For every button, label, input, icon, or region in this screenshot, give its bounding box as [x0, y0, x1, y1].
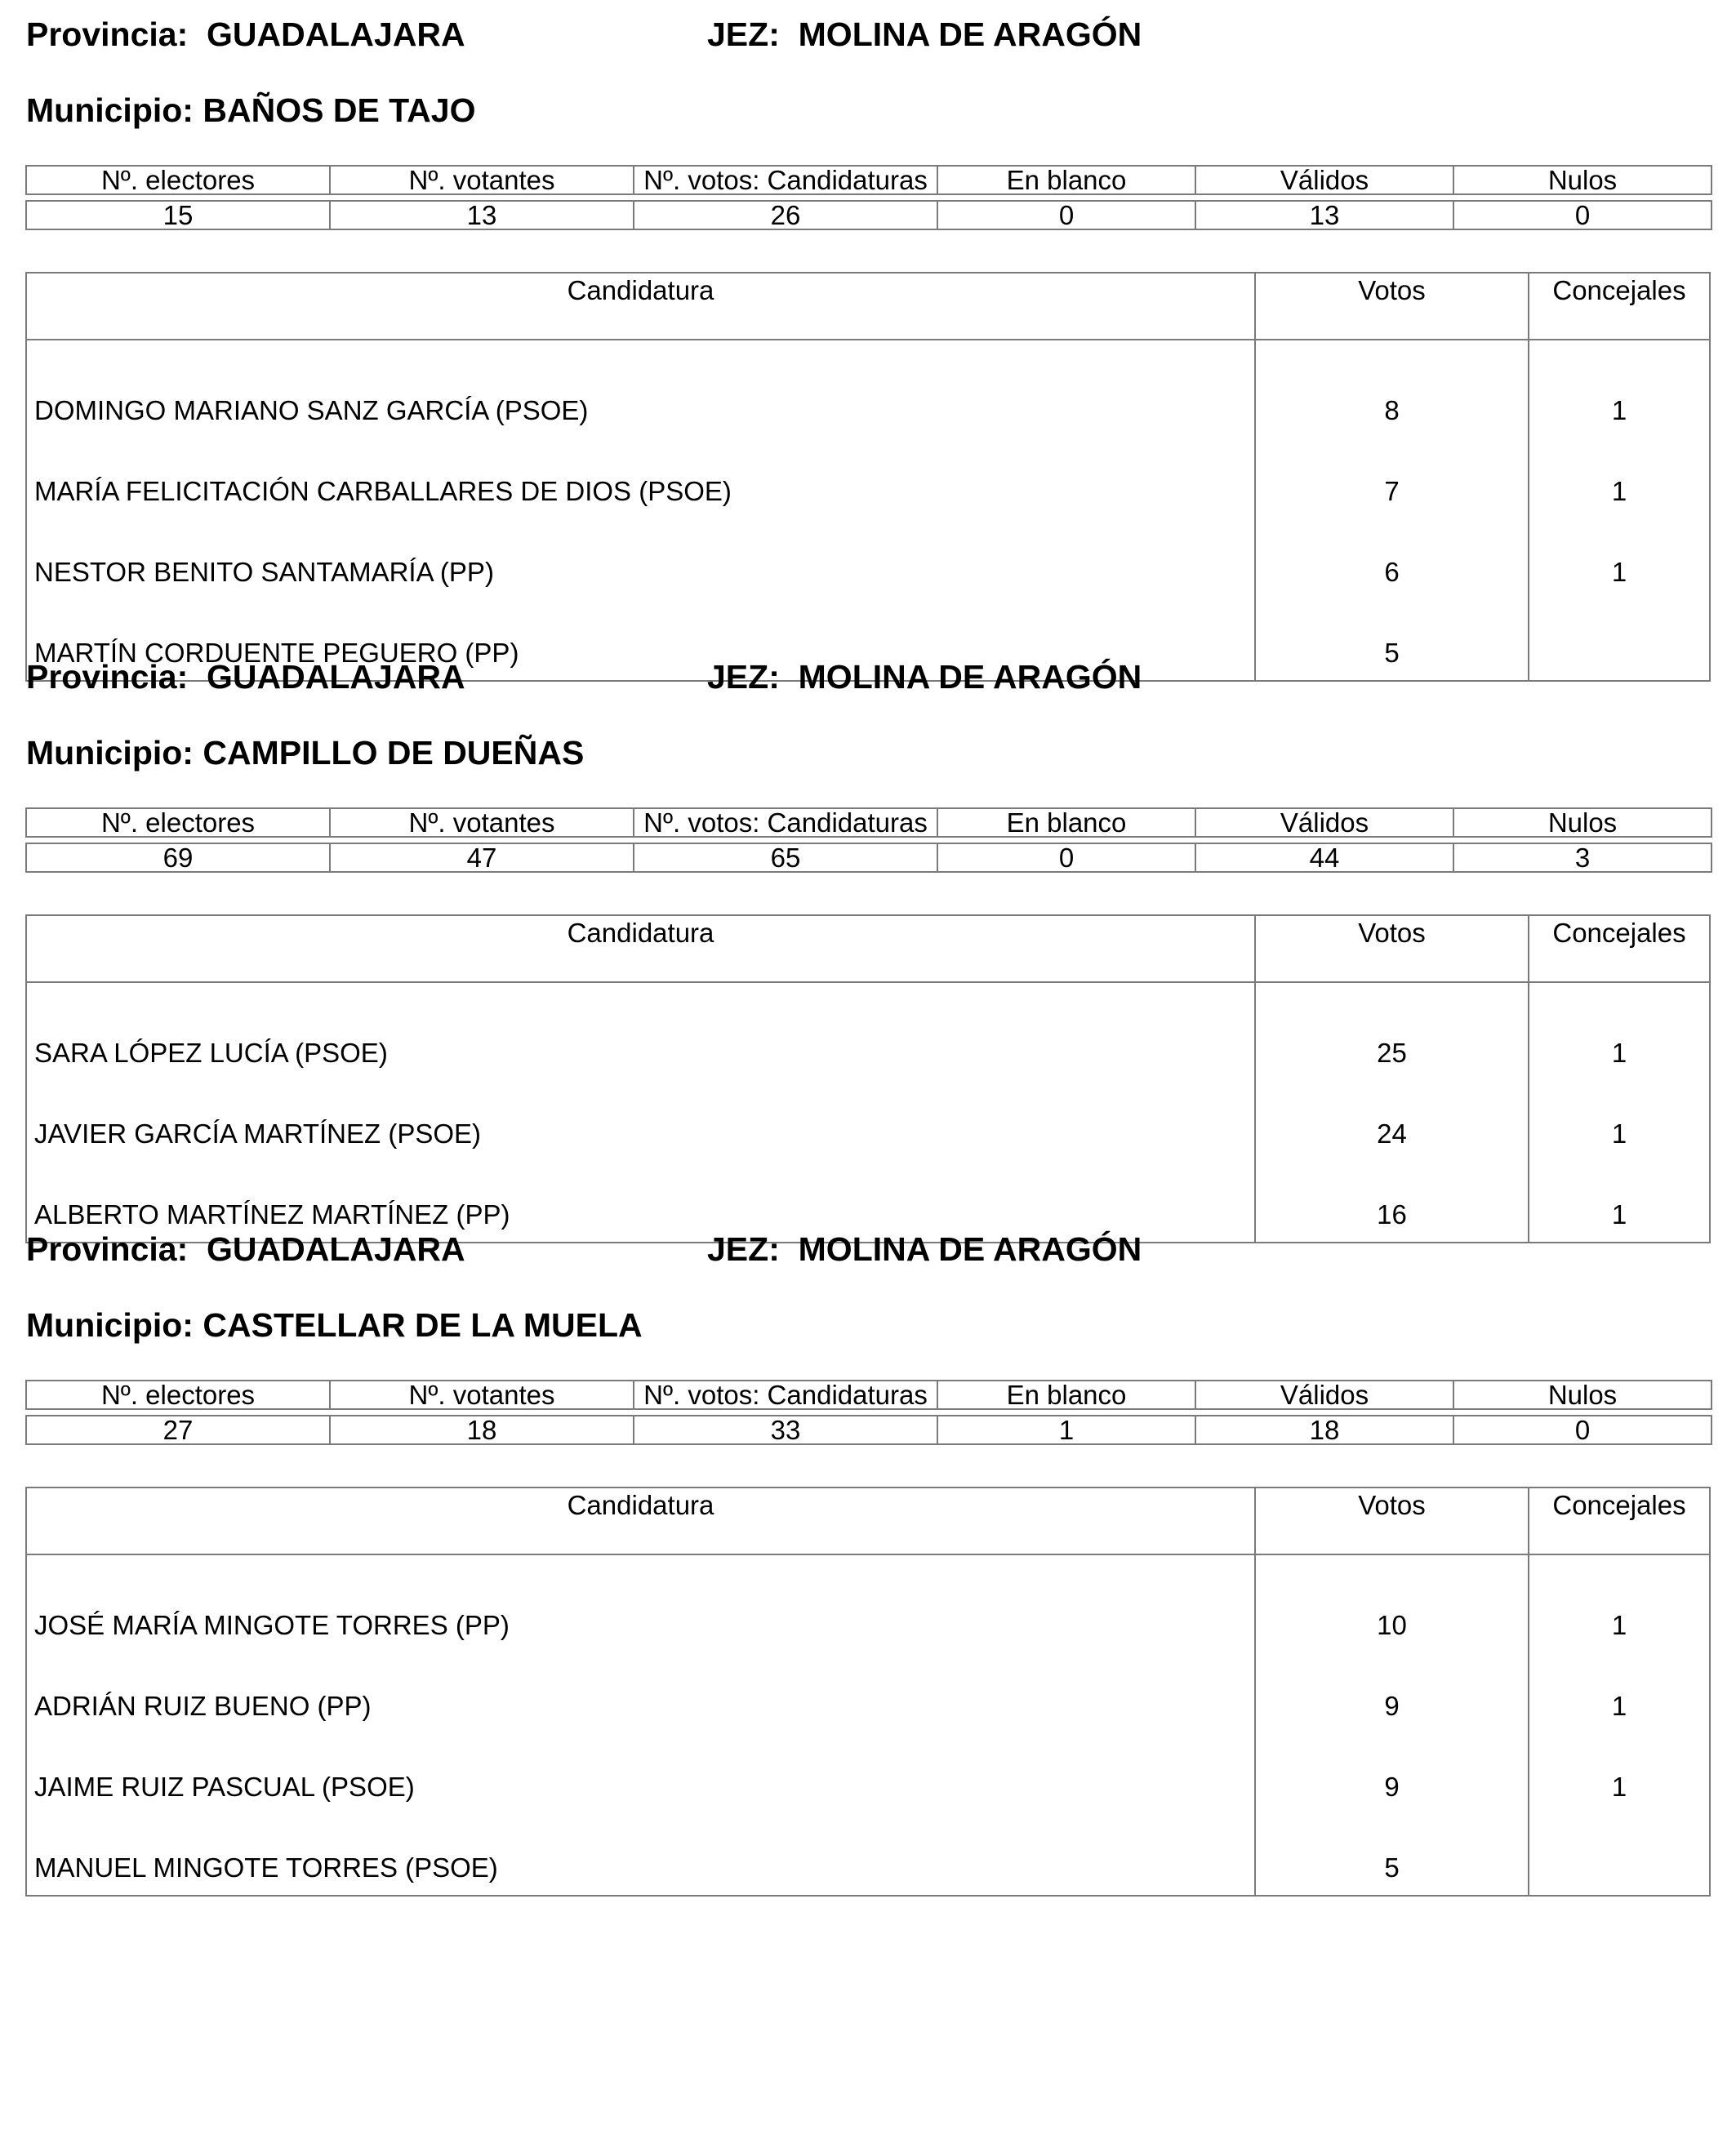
provincia-value: GUADALAJARA: [207, 658, 465, 696]
summary-value-cell: 44: [1195, 843, 1453, 872]
jez-value: MOLINA DE ARAGÓN: [798, 1230, 1142, 1268]
candidate-row: [26, 1814, 1710, 1896]
candidates-header-cell: Votos: [1255, 273, 1529, 340]
candidate-concejales: 1: [1529, 1652, 1710, 1733]
summary-header-cell: En blanco: [937, 808, 1195, 837]
candidate-name: SARA LÓPEZ LUCÍA (PSOE): [26, 982, 1255, 1080]
jez-value: MOLINA DE ARAGÓN: [798, 658, 1142, 696]
summary-table: [25, 1380, 1712, 1445]
summary-value-cell: 47: [330, 843, 634, 872]
candidate-votos: 24: [1255, 1080, 1529, 1161]
summary-header-cell: Nº. votos: Candidaturas: [634, 1381, 937, 1409]
candidates-table: [25, 914, 1711, 1243]
provincia-label: Provincia:: [26, 1230, 189, 1268]
candidate-votos: 25: [1255, 982, 1529, 1080]
candidate-concejales: 1: [1529, 982, 1710, 1080]
summary-value-cell: 13: [330, 201, 634, 229]
summary-header-row: [26, 1381, 1712, 1409]
summary-value-cell: 3: [1453, 843, 1712, 872]
summary-value-cell: 26: [634, 201, 937, 229]
candidates-header-row: [26, 915, 1710, 982]
summary-header-cell: Válidos: [1195, 166, 1453, 194]
municipio-value: CASTELLAR DE LA MUELA: [203, 1306, 643, 1344]
municipio-label: Municipio:: [26, 91, 194, 129]
provincia-heading: [26, 656, 465, 697]
municipio-heading: [26, 732, 584, 773]
candidate-name: MARÍA FELICITACIÓN CARBALLARES DE DIOS (PSOE): [26, 438, 1255, 518]
summary-value-row: [26, 1416, 1712, 1444]
summary-spacer-cell: [26, 194, 1712, 201]
summary-header-cell: En blanco: [937, 1381, 1195, 1409]
candidates-header-cell: Votos: [1255, 1488, 1529, 1554]
candidates-header-cell: Candidatura: [26, 1488, 1255, 1554]
candidate-votos: 10: [1255, 1554, 1529, 1652]
provincia-heading: [26, 1229, 465, 1270]
summary-header-cell: Nº. electores: [26, 166, 330, 194]
candidate-votos: 16: [1255, 1161, 1529, 1243]
municipio-heading: [26, 1305, 643, 1345]
provincia-value: GUADALAJARA: [207, 1230, 465, 1268]
candidate-name: ADRIÁN RUIZ BUENO (PP): [26, 1652, 1255, 1733]
candidate-votos: 9: [1255, 1733, 1529, 1814]
candidate-concejales: 1: [1529, 1733, 1710, 1814]
summary-spacer: [26, 1409, 1712, 1416]
candidate-row: [26, 1080, 1710, 1161]
candidate-concejales: 1: [1529, 438, 1710, 518]
candidate-name: MANUEL MINGOTE TORRES (PSOE): [26, 1814, 1255, 1896]
summary-value-cell: 0: [1453, 201, 1712, 229]
summary-spacer-cell: [26, 1409, 1712, 1416]
candidate-concejales: [1529, 599, 1710, 681]
summary-header-cell: Nulos: [1453, 166, 1712, 194]
summary-spacer: [26, 194, 1712, 201]
jez-label: JEZ:: [707, 1230, 780, 1268]
jez-heading: [707, 656, 1142, 697]
summary-value-cell: 0: [1453, 1416, 1712, 1444]
summary-value-row: [26, 843, 1712, 872]
summary-header-cell: Nº. votos: Candidaturas: [634, 808, 937, 837]
summary-value-cell: 33: [634, 1416, 937, 1444]
summary-value-cell: 0: [937, 843, 1195, 872]
candidates-header-cell: Concejales: [1529, 1488, 1710, 1554]
jez-heading: [707, 14, 1142, 55]
summary-header-cell: Válidos: [1195, 808, 1453, 837]
candidate-name: ALBERTO MARTÍNEZ MARTÍNEZ (PP): [26, 1161, 1255, 1243]
summary-header-cell: Nulos: [1453, 808, 1712, 837]
candidate-votos: 9: [1255, 1652, 1529, 1733]
candidate-name: JOSÉ MARÍA MINGOTE TORRES (PP): [26, 1554, 1255, 1652]
candidate-row: [26, 1554, 1710, 1652]
summary-spacer-cell: [26, 837, 1712, 843]
summary-header-cell: Válidos: [1195, 1381, 1453, 1409]
candidate-row: [26, 1652, 1710, 1733]
summary-header-cell: Nº. electores: [26, 808, 330, 837]
summary-header-cell: Nulos: [1453, 1381, 1712, 1409]
candidate-concejales: [1529, 1814, 1710, 1896]
summary-header-cell: Nº. electores: [26, 1381, 330, 1409]
municipio-label: Municipio:: [26, 734, 194, 772]
candidates-header-cell: Candidatura: [26, 915, 1255, 982]
candidates-table: [25, 1487, 1711, 1897]
jez-label: JEZ:: [707, 16, 780, 53]
jez-heading: [707, 1229, 1142, 1270]
summary-value-cell: 18: [1195, 1416, 1453, 1444]
candidate-name: JAIME RUIZ PASCUAL (PSOE): [26, 1733, 1255, 1814]
summary-header-row: [26, 808, 1712, 837]
candidates-header-cell: Concejales: [1529, 915, 1710, 982]
summary-value-cell: 65: [634, 843, 937, 872]
candidate-concejales: 1: [1529, 1554, 1710, 1652]
summary-value-cell: 13: [1195, 201, 1453, 229]
summary-spacer: [26, 837, 1712, 843]
candidate-concejales: 1: [1529, 1080, 1710, 1161]
candidate-name: JAVIER GARCÍA MARTÍNEZ (PSOE): [26, 1080, 1255, 1161]
candidates-header-cell: Votos: [1255, 915, 1529, 982]
candidate-row: [26, 518, 1710, 599]
summary-header-cell: Nº. votantes: [330, 166, 634, 194]
summary-value-cell: 27: [26, 1416, 330, 1444]
summary-table: [25, 807, 1712, 873]
candidates-header-cell: Candidatura: [26, 273, 1255, 340]
municipio-value: BAÑOS DE TAJO: [203, 91, 476, 129]
jez-value: MOLINA DE ARAGÓN: [798, 16, 1142, 53]
candidate-concejales: 1: [1529, 518, 1710, 599]
candidates-header-cell: Concejales: [1529, 273, 1710, 340]
candidates-table: [25, 272, 1711, 682]
municipio-label: Municipio:: [26, 1306, 194, 1344]
candidate-row: [26, 340, 1710, 438]
summary-header-row: [26, 166, 1712, 194]
candidate-votos: 5: [1255, 1814, 1529, 1896]
candidates-header-row: [26, 273, 1710, 340]
provincia-label: Provincia:: [26, 16, 189, 53]
candidate-votos: 5: [1255, 599, 1529, 681]
candidate-concejales: 1: [1529, 340, 1710, 438]
candidate-concejales: 1: [1529, 1161, 1710, 1243]
candidates-header-row: [26, 1488, 1710, 1554]
summary-header-cell: Nº. votantes: [330, 808, 634, 837]
municipio-value: CAMPILLO DE DUEÑAS: [203, 734, 585, 772]
summary-value-cell: 18: [330, 1416, 634, 1444]
candidate-votos: 8: [1255, 340, 1529, 438]
jez-label: JEZ:: [707, 658, 780, 696]
candidate-name: NESTOR BENITO SANTAMARÍA (PP): [26, 518, 1255, 599]
provincia-heading: [26, 14, 465, 55]
summary-header-cell: Nº. votantes: [330, 1381, 634, 1409]
provincia-label: Provincia:: [26, 658, 189, 696]
candidate-name: MARTÍN CORDUENTE PEGUERO (PP): [26, 599, 1255, 681]
summary-header-cell: Nº. votos: Candidaturas: [634, 166, 937, 194]
candidate-row: [26, 438, 1710, 518]
summary-table: [25, 165, 1712, 230]
candidate-name: DOMINGO MARIANO SANZ GARCÍA (PSOE): [26, 340, 1255, 438]
provincia-value: GUADALAJARA: [207, 16, 465, 53]
summary-value-cell: 0: [937, 201, 1195, 229]
municipio-heading: [26, 90, 475, 131]
candidate-votos: 7: [1255, 438, 1529, 518]
summary-header-cell: En blanco: [937, 166, 1195, 194]
candidate-row: [26, 1733, 1710, 1814]
summary-value-cell: 1: [937, 1416, 1195, 1444]
summary-value-row: [26, 201, 1712, 229]
summary-value-cell: 69: [26, 843, 330, 872]
candidate-votos: 6: [1255, 518, 1529, 599]
summary-value-cell: 15: [26, 201, 330, 229]
candidate-row: [26, 982, 1710, 1080]
